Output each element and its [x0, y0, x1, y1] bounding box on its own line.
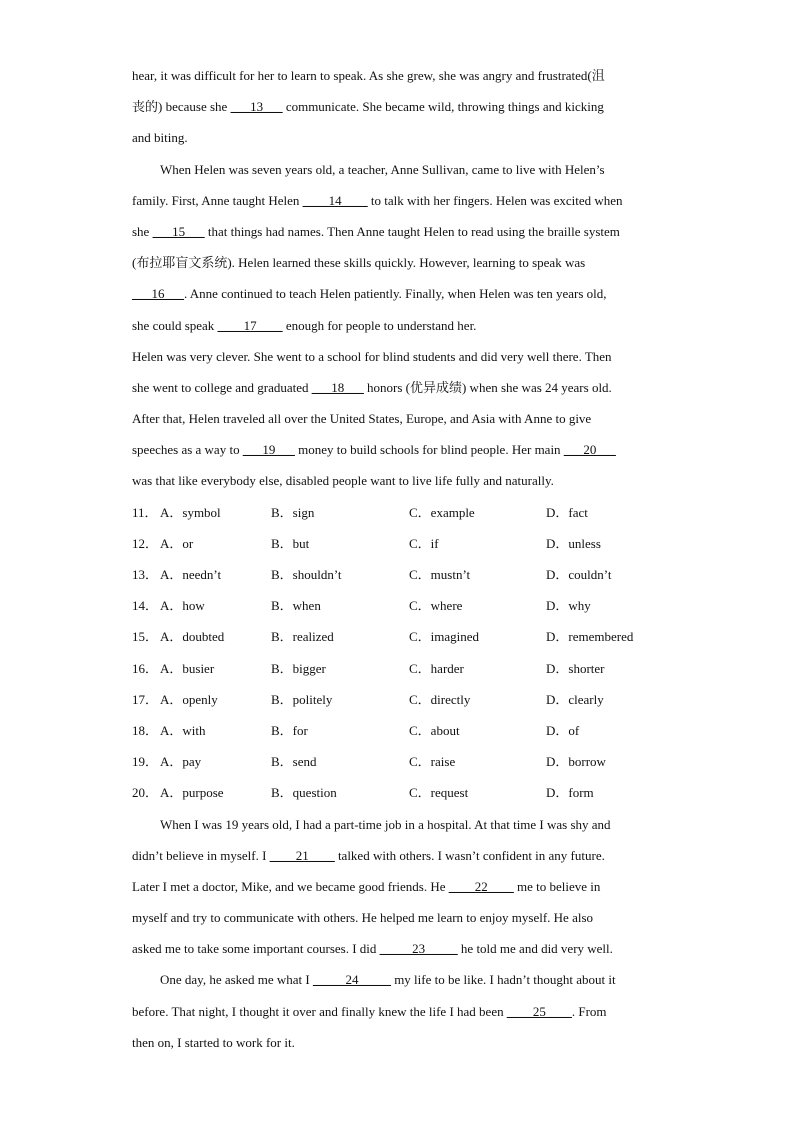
- option-a: A．how: [160, 598, 205, 614]
- blank-15: ___15___: [152, 223, 205, 239]
- option-c: C．imagined: [409, 629, 480, 645]
- option-d: D．couldn’t: [546, 567, 612, 582]
- option-d: D．remembered: [546, 629, 634, 645]
- option-a: A．doubted: [160, 629, 225, 645]
- option-d: D．borrow: [546, 754, 606, 770]
- option-b: B．shouldn’t: [271, 567, 342, 582]
- question-row: [132, 684, 662, 715]
- text-line: Helen was very clever. She went to a school for blind students and did very well there. Then: [132, 348, 612, 364]
- option-c: C．mustn’t: [409, 567, 471, 582]
- blank-13: ___13___: [230, 99, 283, 115]
- question-number: 19．: [132, 754, 159, 770]
- text-line: Later I met a doctor, Mike, and we became good friends. He ____22____ me to believe in: [132, 878, 601, 894]
- text-line: myself and try to communicate with others. He helped me learn to enjoy myself. He also: [132, 910, 594, 926]
- question-row: [132, 590, 662, 621]
- option-b: B．bigger: [271, 660, 326, 676]
- question-number: 12．: [132, 535, 159, 551]
- option-d: D．unless: [546, 535, 601, 551]
- text-line: asked me to take some important courses. I did _____23_____ he told me and did very well.: [132, 941, 613, 957]
- question-row: [132, 715, 662, 746]
- option-a: A．symbol: [160, 504, 221, 520]
- question-row: [132, 528, 662, 559]
- option-a: A．pay: [160, 754, 202, 770]
- text-line: 丧的) because she ___13___ communicate. She became wild, throwing things and kicking: [132, 99, 604, 115]
- question-row: [132, 621, 662, 652]
- question-number: 17．: [132, 691, 159, 707]
- text-line: then on, I started to work for it.: [132, 1034, 295, 1050]
- option-c: C．directly: [409, 691, 471, 707]
- blank-14: ____14____: [302, 192, 368, 208]
- text-line: was that like everybody else, disabled people want to live life fully and naturally.: [132, 473, 554, 489]
- option-c: C．about: [409, 722, 460, 738]
- question-number: 20．: [132, 785, 159, 801]
- blank-21: ____21____: [269, 847, 335, 863]
- text-line: she went to college and graduated ___18___ honors (优异成绩) when she was 24 years old.: [132, 379, 612, 395]
- question-row: [132, 777, 662, 808]
- question-row: [132, 653, 662, 684]
- blank-24: _____24_____: [312, 972, 391, 988]
- question-number: 14．: [132, 598, 159, 614]
- option-b: B．but: [271, 535, 310, 551]
- text-line: When Helen was seven years old, a teacher, Anne Sullivan, came to live with Helen’s: [160, 161, 605, 177]
- option-b: B．sign: [271, 504, 315, 520]
- text-line: she could speak ____17____ enough for people to understand her.: [132, 317, 477, 333]
- blank-17: ____17____: [217, 317, 283, 333]
- option-a: A．needn’t: [160, 567, 222, 582]
- option-a: A．with: [160, 722, 206, 738]
- text-line: she ___15___ that things had names. Then Anne taught Helen to read using the braille system: [132, 223, 620, 239]
- blank-19: ___19___: [242, 442, 295, 458]
- question-number: 11．: [132, 504, 158, 520]
- option-b: B．when: [271, 598, 321, 614]
- option-b: B．question: [271, 785, 337, 801]
- blank-25: ____25____: [506, 1003, 572, 1019]
- answer-options: [132, 497, 662, 809]
- text-line: didn’t believe in myself. I ____21____ talked with others. I wasn’t confident in any future.: [132, 847, 605, 863]
- option-c: C．harder: [409, 660, 464, 676]
- question-number: 18．: [132, 722, 159, 738]
- question-row: [132, 746, 662, 777]
- text-line: family. First, Anne taught Helen ____14____ to talk with her fingers. Helen was excited when: [132, 192, 623, 208]
- option-c: C．raise: [409, 754, 456, 770]
- option-c: C．if: [409, 535, 439, 551]
- blank-22: ____22____: [448, 878, 514, 894]
- question-row: [132, 497, 662, 528]
- option-b: B．politely: [271, 691, 333, 707]
- text-line: When I was 19 years old, I had a part-time job in a hospital. At that time I was shy and: [160, 816, 611, 832]
- option-b: B．send: [271, 754, 317, 770]
- option-d: D．fact: [546, 504, 588, 520]
- blank-18: ___18___: [311, 379, 364, 395]
- option-a: A．busier: [160, 660, 215, 676]
- option-d: D．of: [546, 722, 580, 738]
- option-d: D．form: [546, 785, 594, 801]
- option-b: B．for: [271, 722, 308, 738]
- blank-23: _____23_____: [379, 941, 458, 957]
- blank-20: ___20___: [563, 442, 616, 458]
- text-line: ___16___. Anne continued to teach Helen patiently. Finally, when Helen was ten years old,: [132, 286, 607, 302]
- option-c: C．where: [409, 598, 463, 614]
- option-a: A．or: [160, 535, 194, 551]
- passage-1: [132, 60, 662, 497]
- option-d: D．clearly: [546, 691, 604, 707]
- option-d: D．shorter: [546, 660, 605, 676]
- document-page: [132, 60, 662, 1058]
- blank-16: ___16___: [132, 286, 184, 302]
- question-number: 16．: [132, 660, 159, 676]
- option-a: A．purpose: [160, 785, 224, 801]
- option-c: C．request: [409, 785, 469, 801]
- text-line: (布拉耶盲文系统). Helen learned these skills quickly. However, learning to speak was: [132, 255, 586, 271]
- text-line: speeches as a way to ___19___ money to build schools for blind people. Her main ___20___: [132, 442, 616, 458]
- text-line: After that, Helen traveled all over the United States, Europe, and Asia with Anne to give: [132, 411, 592, 427]
- option-b: B．realized: [271, 629, 334, 645]
- question-number: 13．: [132, 567, 159, 582]
- text-line: and biting.: [132, 130, 188, 146]
- option-a: A．openly: [160, 691, 218, 707]
- passage-2: [132, 809, 662, 1059]
- question-row: [132, 559, 662, 590]
- text-line: hear, it was difficult for her to learn to speak. As she grew, she was angry and frustrated(沮: [132, 68, 605, 83]
- question-number: 15．: [132, 629, 159, 645]
- text-line: before. That night, I thought it over and finally knew the life I had been ____25____. From: [132, 1003, 607, 1019]
- option-d: D．why: [546, 598, 591, 614]
- text-line: One day, he asked me what I _____24_____ my life to be like. I hadn’t thought about it: [160, 972, 616, 988]
- option-c: C．example: [409, 504, 475, 520]
